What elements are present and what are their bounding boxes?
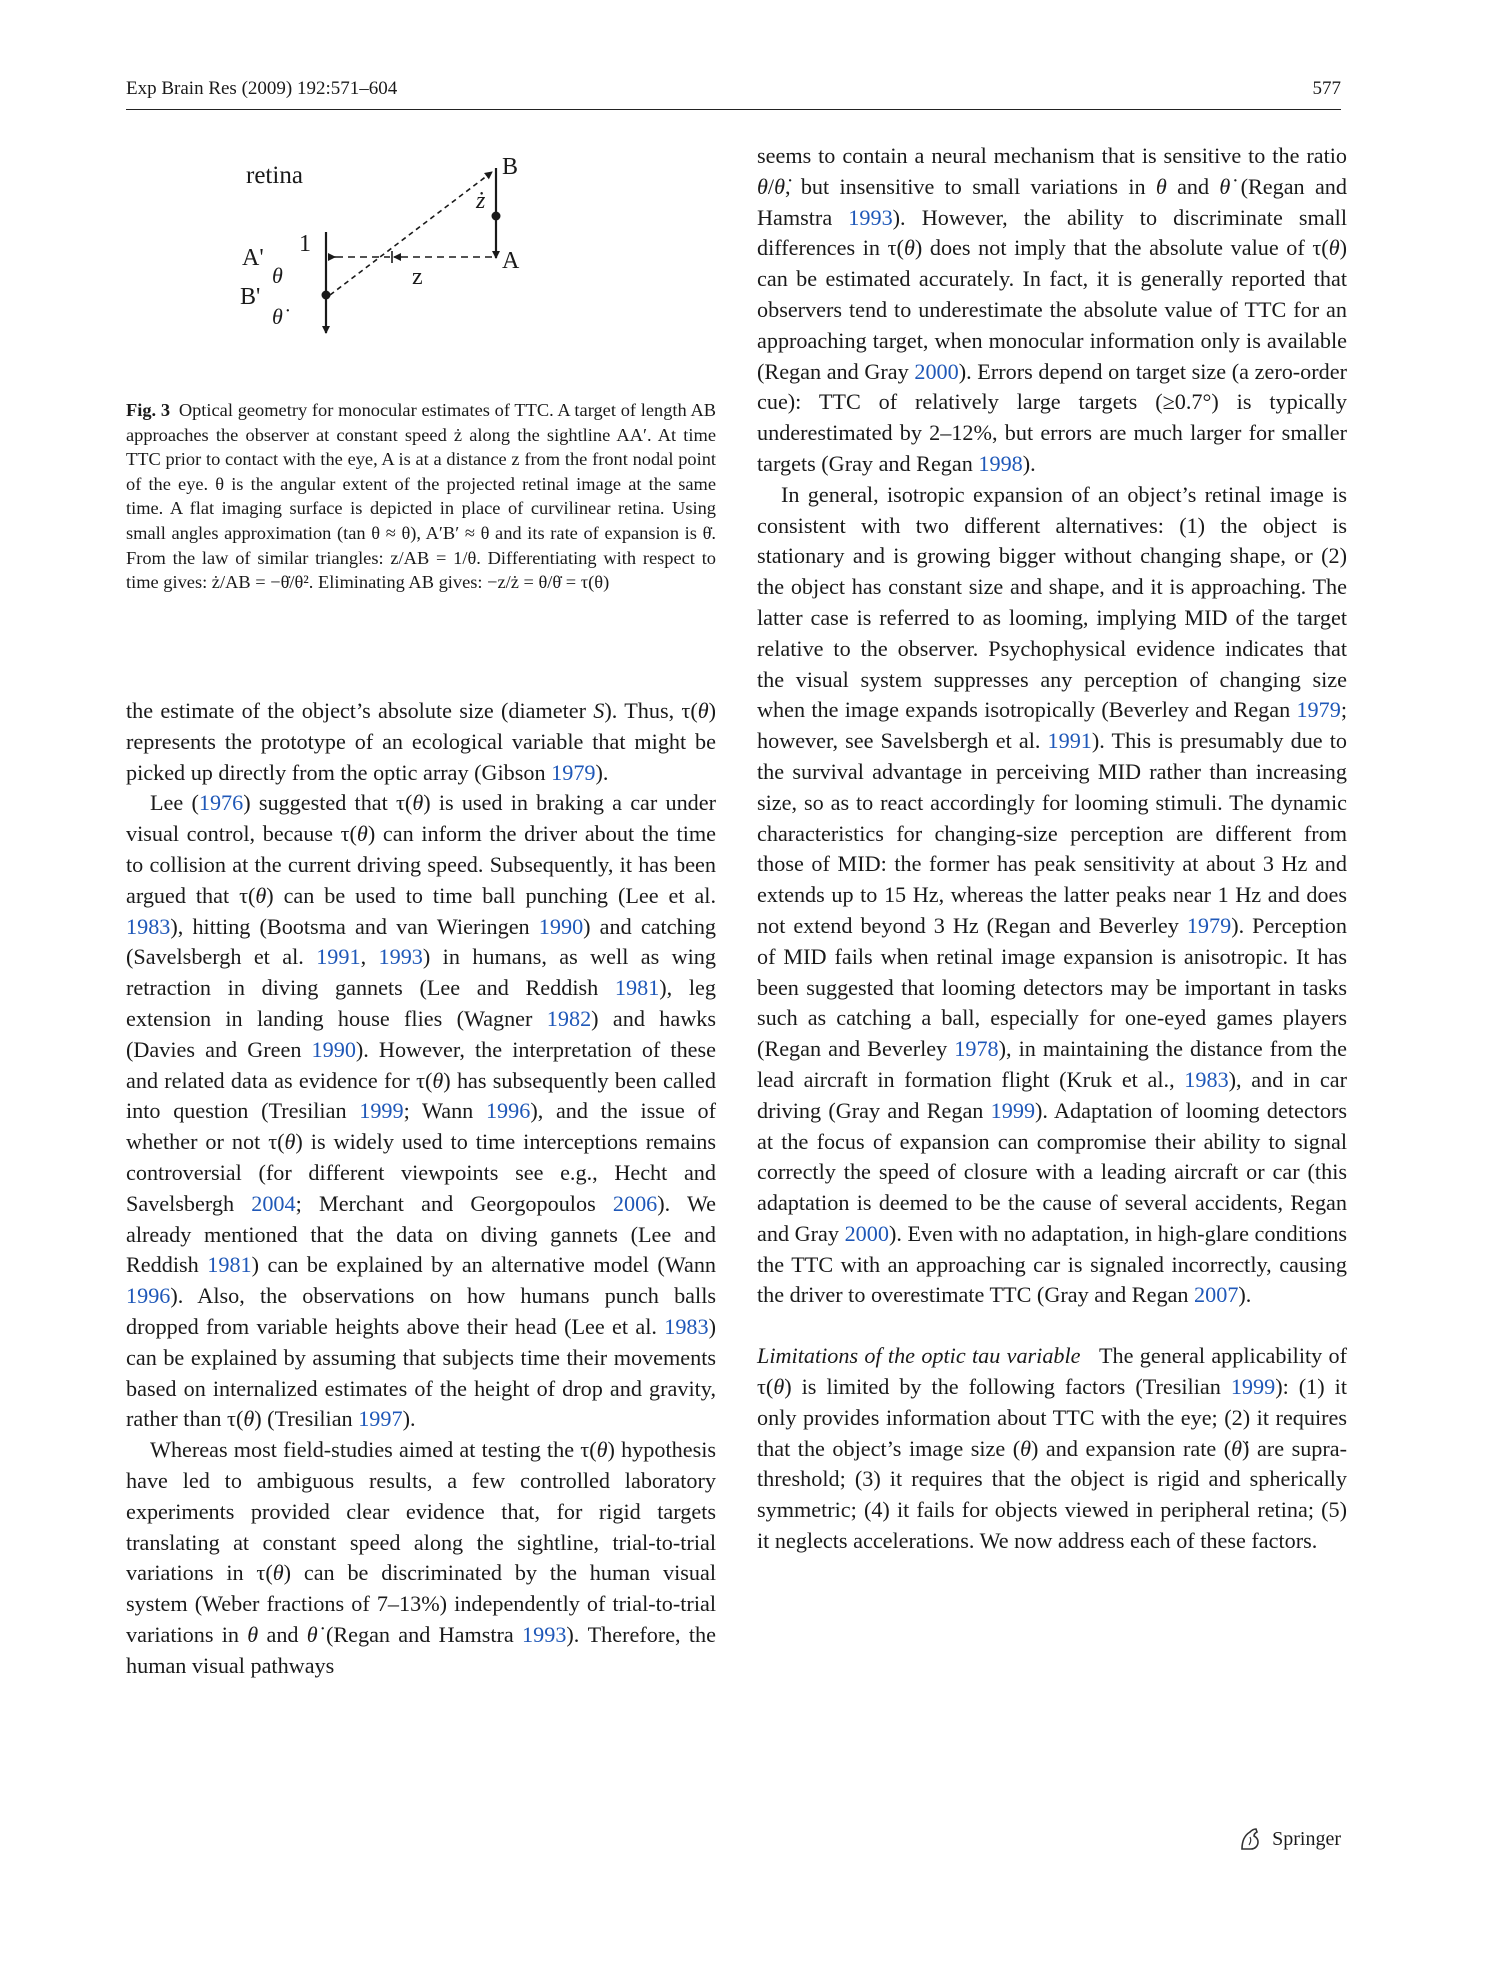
running-header: [126, 78, 1341, 110]
figure-label: Fig. 3: [126, 400, 171, 420]
label-z: z: [412, 264, 423, 290]
right-column: [757, 141, 1347, 1557]
label-one: 1: [299, 231, 311, 257]
arrowhead-a-prime: [328, 253, 336, 261]
springer-horse-icon: [1236, 1825, 1264, 1853]
journal-citation: Exp Brain Res (2009) 192:571–604: [126, 78, 398, 99]
figure-caption: [126, 398, 716, 595]
paragraph: seems to contain a neural mechanism that is sensitive to the ratio θ/θ̇, but insensitive to small variations in θ and θ̇ (Regan and Hamstra 1993). However, the ability to discriminate small differences in τ(θ) does not imply that the absolute value of τ(θ) can be estimated accurately. In fact, it is generally reported that observers tend to underestimate the absolute value of TTC for an approaching target, when monocular information only is available (Regan and Gray 2000). Errors depend on target size (a zero-order cue): TTC of relatively large targets (≥0.7°) is typically underestimated by 2–12%, but errors are much larger for smaller targets (Gray and Regan 1998).: [757, 143, 1347, 476]
publisher-name: Springer: [1272, 1827, 1341, 1850]
paragraph: Limitations of the optic tau variable The general applicability of τ(θ) is limited by the following factors (Tresilian 1999): (1) it only provides information about TTC with the eye; (2) it requires that the object’s image size (θ) and expansion rate (θ̇) are supra-threshold; (3) it requires that the object is rigid and spherically symmetric; (4) it fails for objects viewed in peripheral retina; (5) it neglects accelerations. We now address each of these factors.: [757, 1343, 1348, 1554]
point-on-ab: [492, 212, 501, 221]
label-b-prime: B': [240, 284, 261, 310]
header-rule: [126, 109, 1341, 110]
label-zdot: ż: [476, 188, 486, 214]
paragraph: Whereas most field-studies aimed at testing the τ(θ) hypothesis have led to ambiguous results, a few controlled laboratory experiments provided clear evidence that, for rigid targets translating at constant speed along the sightline, trial-to-trial variations in τ(θ) can be discriminated by the human visual system (Weber fractions of 7–13%) independently of trial-to-trial variations in θ and θ̇ (Regan and Hamstra 1993). Therefore, the human visual pathways: [126, 1437, 716, 1678]
ray-b-to-b-prime: [330, 172, 492, 295]
label-theta: θ: [272, 263, 283, 288]
point-b-prime: [322, 291, 331, 300]
label-b: B: [502, 154, 519, 180]
paragraph: the estimate of the object’s absolute size (diameter S). Thus, τ(θ) represents the prototype of an ecological variable that might be picked up directly from the optic array (Gibson 1979).: [126, 698, 717, 785]
page-number: 577: [1312, 78, 1341, 99]
label-thetadot: θ̇: [272, 304, 283, 329]
paragraph: Lee (1976) suggested that τ(θ) is used in braking a car under visual control, because τ(θ) can inform the driver about the time to collision at the current driving speed. Subsequently, it has been argued that τ(θ) can be used to time ball punching (Lee et al. 1983), hitting (Bootsma and van Wieringen 1990) and catching (Savelsbergh et al. 1991, 1993) in humans, as well as wing retraction in diving gannets (Lee and Reddish 1981), leg extension in landing house flies (Wagner 1982) and hawks (Davies and Green 1990). However, the interpretation of these and related data as evidence for τ(θ) has subsequently been called into question (Tresilian 1999; Wann 1996), and the issue of whether or not τ(θ) is widely used to time interceptions remains controversial (for different viewpoints see e.g., Hecht and Savelsbergh 2004; Merchant and Georgopoulos 2006). We already mentioned that the data on diving gannets (Lee and Reddish 1981) can be explained by an alternative model (Wann 1996). Also, the observations on how humans punch balls dropped from variable heights above their head (Lee et al. 1983) can be explained by assuming that subjects time their movements based on internalized estimates of the height of drop and gravity, rather than τ(θ) (Tresilian 1997).: [126, 790, 717, 1432]
figure-retina-label: retina: [246, 162, 303, 189]
figure-caption-text: Optical geometry for monocular estimates of TTC. A target of length AB approaches the observer at constant speed ż along the sightline AA′. At time TTC prior to contact with the eye, A is at a distance z from the front nodal point of the eye. θ is the angular extent of the projected retinal image at the same time. A flat imaging surface is depicted in place of curvilinear retina. Using small angles approximation (tan θ ≈ θ), A′B′ ≈ θ and its rate of expansion is θ̇. From the law of similar triangles: z/AB = 1/θ. Differentiating with respect to time gives: ż/AB = −θ̇/θ². Eliminating AB gives: −z/ż = θ/θ̇ = τ(θ): [126, 400, 716, 593]
label-a: A: [502, 248, 520, 274]
label-a-prime: A': [242, 245, 264, 271]
left-column: [126, 696, 716, 1682]
publisher-footer: [1236, 1824, 1341, 1854]
paragraph: In general, isotropic expansion of an object’s retinal image is consistent with two different alternatives: (1) the object is stationary and is growing bigger without changing shape, or (2) the object has constant size and shape, and it is approaching. The latter case is referred to as looming, implying MID of the target relative to the observer. Psychophysical evidence indicates that the visual system suppresses any perception of changing size when the image expands isotropically (Beverley and Regan 1979; however, see Savelsbergh et al. 1991). This is presumably due to the survival advantage in perceiving MID rather than increasing size, so as to react accordingly for looming stimuli. The dynamic characteristics for changing-size perception are different from those of MID: the former has peak sensitivity at about 3 Hz and extends up to 15 Hz, whereas the latter peaks near 1 Hz and does not extend beyond 3 Hz (Regan and Beverley 1979). Perception of MID fails when retinal image expansion is anisotropic. It has been suggested that looming detectors may be important in tasks such as catching a ball, especially for one-eyed games players (Regan and Beverley 1978), in maintaining the distance from the lead aircraft in formation flight (Kruk et al., 1983), and in car driving (Gray and Regan 1999). Adaptation of looming detectors at the focus of expansion can compromise their ability to signal correctly the speed of closure with a leading aircraft or car (this adaptation is deemed to be the cause of several accidents, Regan and Gray 2000). Even with no adaptation, in high-glare conditions the TTC with an approaching car is signaled incorrectly, causing the driver to overestimate TTC (Gray and Regan 2007).: [757, 481, 1348, 1308]
